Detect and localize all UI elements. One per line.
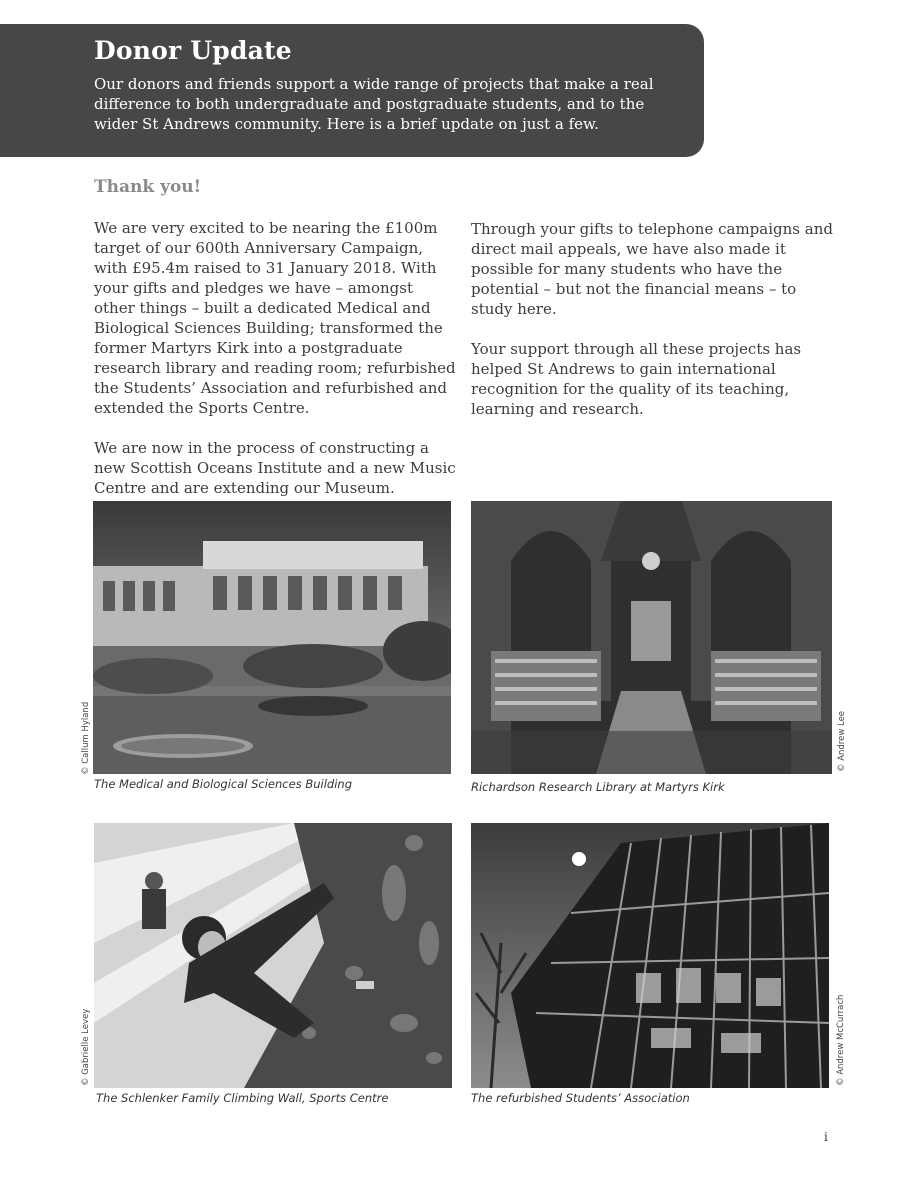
photo-credit: © Andrew Lee	[837, 710, 847, 772]
photo-caption: The refurbished Students’ Association	[471, 1091, 690, 1105]
page-title: Donor Update	[94, 36, 292, 65]
left-column	[94, 218, 456, 518]
photo-caption: Richardson Research Library at Martyrs Kirk	[471, 780, 725, 794]
photo-research-library	[471, 501, 832, 774]
section-heading: Thank you!	[94, 177, 202, 197]
intro-text: Our donors and friends support a wide range of projects that make a real difference to both undergraduate and postgraduate students, and to the wider St Andrews community. Here is a brief update on just a few.	[94, 75, 654, 133]
photo-caption: The Schlenker Family Climbing Wall, Sports Centre	[96, 1091, 389, 1105]
photo-climbing-wall	[94, 823, 452, 1088]
paragraph: We are very excited to be nearing the £100m target of our 600th Anniversary Campaign, with £95.4m raised to 31 January 2018. With your gifts and pledges we have – amongst other things – built a dedicated Medical and Biological Sciences Building; transformed the former Martyrs Kirk into a postgraduate research library and reading room; refurbished the Students’ Association and refurbished and extended the Sports Centre.	[94, 219, 456, 417]
photo-credit: © Andrew McCurrach	[836, 994, 846, 1086]
photo-medical-building	[93, 501, 451, 774]
photo-credit: © Callum Hyland	[81, 701, 91, 775]
photo-credit: © Gabrielle Levey	[81, 1008, 91, 1086]
paragraph: We are now in the process of constructing a new Scottish Oceans Institute and a new Music Centre and are extending our Museum.	[94, 439, 456, 497]
page-number: i	[824, 1130, 828, 1144]
right-column	[471, 219, 833, 439]
paragraph: Through your gifts to telephone campaigns and direct mail appeals, we have also made it possible for many students who have the potential – but not the financial means – to study here.	[471, 220, 833, 318]
paragraph: Your support through all these projects has helped St Andrews to gain international recognition for the quality of its teaching, learning and research.	[471, 340, 802, 418]
photo-caption: The Medical and Biological Sciences Building	[94, 777, 352, 791]
photo-students-association	[471, 823, 829, 1088]
header-banner	[0, 24, 704, 157]
